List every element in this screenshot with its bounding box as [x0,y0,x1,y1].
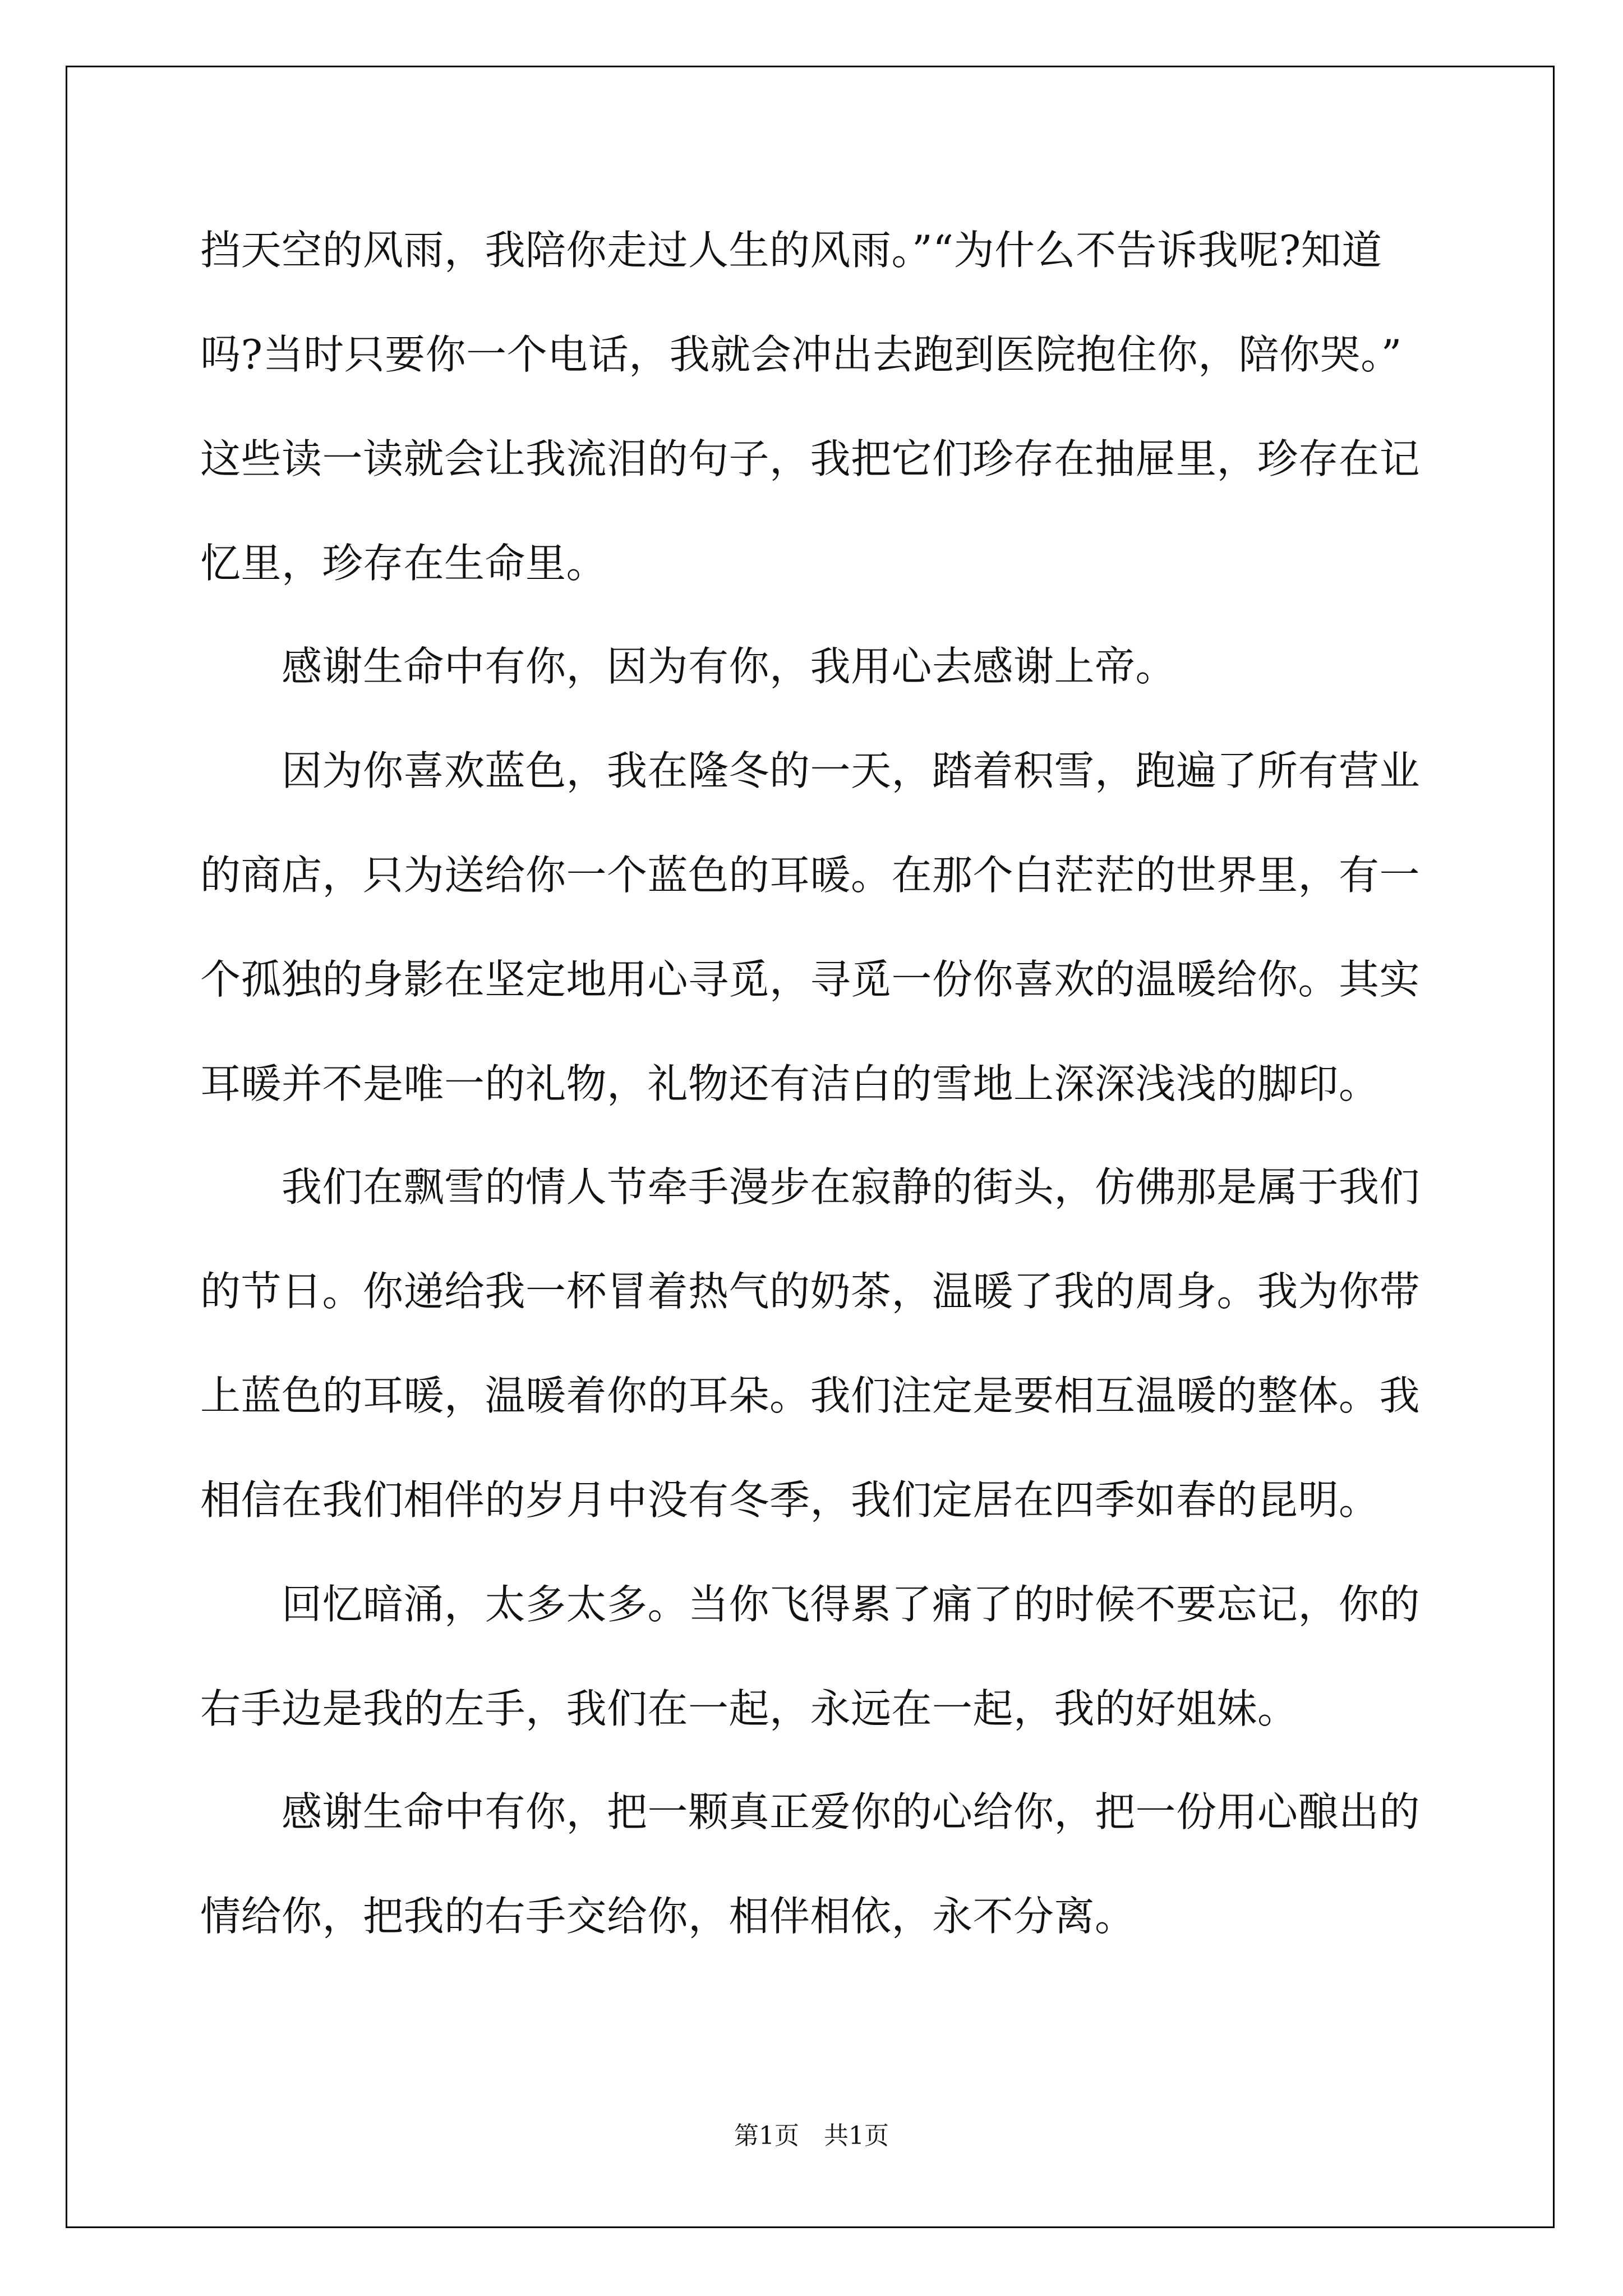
text-line: 个孤独的身影在坚定地用心寻觅，寻觅一份你喜欢的温暖给你。其实 [200,956,1421,1003]
text-line: 右手边是我的左手，我们在一起，永远在一起，我的好姐妹。 [200,1685,1298,1732]
text-line: 挡天空的风雨，我陪你走过人生的风雨。”“为什么不告诉我呢?知道 [200,227,1382,274]
text-line: 感谢生命中有你，因为有你，我用心去感谢上帝。 [200,643,1177,690]
text-line: 回忆暗涌，太多太多。当你飞得累了痛了的时候不要忘记，你的 [200,1581,1421,1628]
text-line: 因为你喜欢蓝色，我在隆冬的一天，踏着积雪，跑遍了所有营业 [200,747,1421,794]
text-line: 的商店，只为送给你一个蓝色的耳暖。在那个白茫茫的世界里，有一 [200,852,1421,899]
text-line: 上蓝色的耳暖，温暖着你的耳朵。我们注定是要相互温暖的整体。我 [200,1372,1421,1419]
page-number-footer: 第1页 共1页 [734,2122,889,2150]
text-line: 感谢生命中有你，把一颗真正爱你的心给你，把一份用心酿出的 [200,1788,1421,1835]
text-line: 情给你，把我的右手交给你，相伴相依，永不分离。 [200,1893,1136,1940]
text-line: 我们在飘雪的情人节牵手漫步在寂静的街头，仿佛那是属于我们 [200,1163,1421,1211]
text-line: 忆里，珍存在生命里。 [200,540,607,587]
text-line: 相信在我们相伴的岁月中没有冬季，我们定居在四季如春的昆明。 [200,1476,1380,1524]
text-line: 耳暖并不是唯一的礼物，礼物还有洁白的雪地上深深浅浅的脚印。 [200,1060,1380,1107]
text-line: 吗?当时只要你一个电话，我就会冲出去跑到医院抱住你，陪你哭。” [200,331,1402,378]
text-line: 的节日。你递给我一杯冒着热气的奶茶，温暖了我的周身。我为你带 [200,1268,1421,1315]
text-line: 这些读一读就会让我流泪的句子，我把它们珍存在抽屉里，珍存在记 [200,435,1421,482]
